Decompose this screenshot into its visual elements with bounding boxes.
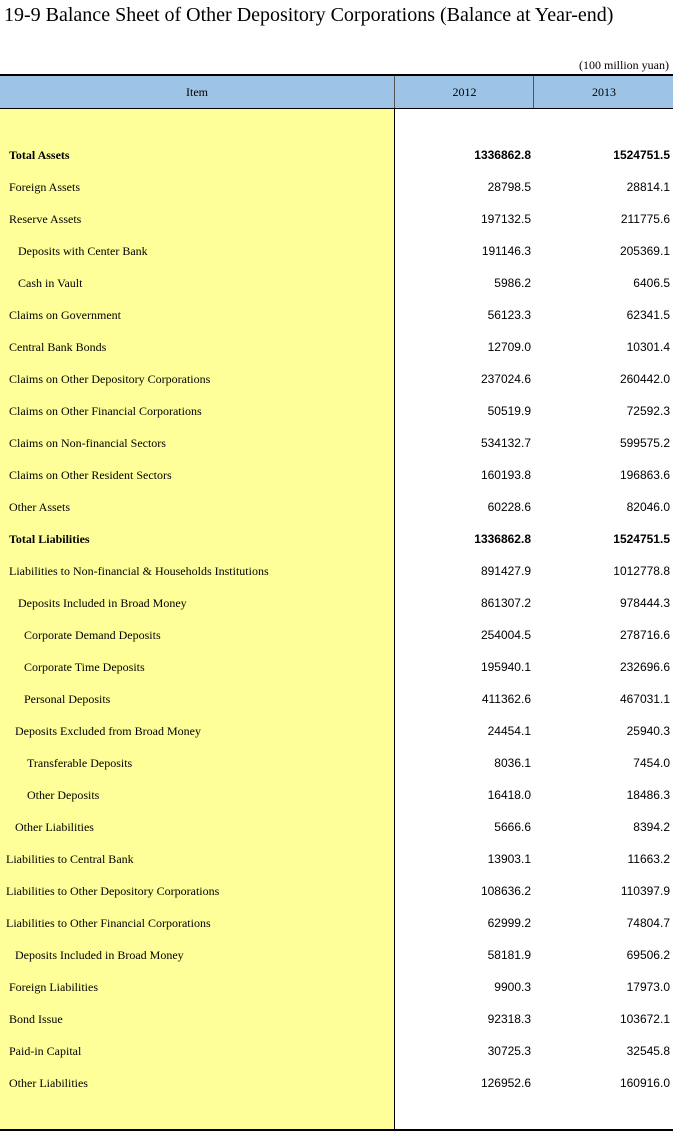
value-2012: 108636.2: [480, 884, 531, 898]
table-header: [0, 76, 673, 109]
table-row: [0, 939, 673, 971]
value-2012: 13903.1: [487, 852, 531, 866]
value-2013: 17973.0: [626, 980, 670, 994]
value-2013: 11663.2: [627, 852, 670, 866]
value-2013: 232696.6: [619, 660, 670, 674]
row-label: Other Assets: [9, 500, 70, 514]
table-row: [0, 523, 673, 555]
value-2012: 24454.1: [487, 724, 531, 738]
value-2012: 58181.9: [487, 948, 531, 962]
row-label: Liabilities to Non-financial & Households Institutions: [9, 564, 269, 578]
value-2013: 82046.0: [626, 500, 670, 514]
value-2012: 50519.9: [487, 404, 531, 418]
value-2013: 74804.7: [626, 916, 670, 930]
value-2013: 599575.2: [619, 436, 670, 450]
value-2012: 891427.9: [480, 564, 531, 578]
row-label: Reserve Assets: [9, 212, 82, 226]
row-label: Deposits with Center Bank: [18, 244, 148, 258]
value-2012: 1336862.8: [474, 532, 531, 546]
value-2013: 7454.0: [633, 756, 670, 770]
value-2012: 8036.1: [494, 756, 531, 770]
value-2013: 62341.5: [626, 308, 670, 322]
value-2012: 16418.0: [487, 788, 531, 802]
table-row: [0, 683, 673, 715]
value-2013: 1524751.5: [613, 532, 670, 546]
table-body: [0, 109, 673, 1129]
table-row: [0, 747, 673, 779]
value-2012: 191146.3: [481, 244, 531, 258]
row-label: Foreign Assets: [9, 180, 81, 194]
row-label: Other Liabilities: [9, 1076, 88, 1090]
row-label: Liabilities to Other Financial Corporations: [6, 916, 211, 930]
value-2012: 28798.5: [487, 180, 531, 194]
table-row: [0, 459, 673, 491]
row-label: Personal Deposits: [24, 692, 111, 706]
table-row: [0, 811, 673, 843]
row-label: Corporate Demand Deposits: [24, 628, 161, 642]
value-2013: 25940.3: [626, 724, 670, 738]
table-row: [0, 587, 673, 619]
value-2012: 30725.3: [487, 1044, 531, 1058]
value-2013: 69506.2: [626, 948, 670, 962]
header-2013: 2013: [533, 76, 673, 108]
value-2012: 195940.1: [480, 660, 531, 674]
value-2013: 196863.6: [619, 468, 670, 482]
value-2013: 103672.1: [619, 1012, 670, 1026]
row-label: Claims on Other Financial Corporations: [9, 404, 202, 418]
table-row: [0, 203, 673, 235]
value-2013: 1012778.8: [613, 564, 670, 578]
value-2012: 197132.5: [480, 212, 531, 226]
table-row: [0, 1003, 673, 1035]
value-2013: 160916.0: [619, 1076, 670, 1090]
table-row: [0, 363, 673, 395]
value-2013: 278716.6: [619, 628, 670, 642]
table-bottom-rule: [0, 1129, 673, 1131]
value-2013: 110397.9: [620, 884, 670, 898]
row-label: Foreign Liabilities: [9, 980, 98, 994]
row-label: Claims on Other Depository Corporations: [9, 372, 211, 386]
table-row: [0, 907, 673, 939]
value-2012: 861307.2: [480, 596, 531, 610]
row-label: Cash in Vault: [18, 276, 83, 290]
header-item: Item: [186, 85, 208, 99]
value-2012: 62999.2: [487, 916, 531, 930]
row-label: Paid-in Capital: [9, 1044, 82, 1058]
value-2012: 5666.6: [494, 820, 531, 834]
table-row: [0, 139, 673, 171]
value-2013: 72592.3: [626, 404, 670, 418]
table-row: [0, 715, 673, 747]
value-2013: 28814.1: [626, 180, 670, 194]
row-label: Deposits Included in Broad Money: [15, 948, 184, 962]
value-2013: 8394.2: [633, 820, 670, 834]
header-2012: 2012: [394, 76, 534, 108]
row-label: Total Liabilities: [9, 532, 90, 546]
value-2012: 12709.0: [487, 340, 531, 354]
table-row: [0, 299, 673, 331]
table-row: [0, 427, 673, 459]
value-2013: 10301.4: [626, 340, 670, 354]
value-2013: 260442.0: [619, 372, 670, 386]
row-label: Deposits Included in Broad Money: [18, 596, 187, 610]
row-label: Other Liabilities: [15, 820, 94, 834]
value-2013: 18486.3: [626, 788, 670, 802]
value-2012: 92318.3: [487, 1012, 531, 1026]
value-2012: 60228.6: [487, 500, 531, 514]
table-row: [0, 971, 673, 1003]
table-row: [0, 235, 673, 267]
row-label: Claims on Government: [9, 308, 121, 322]
row-label: Deposits Excluded from Broad Money: [15, 724, 201, 738]
row-label: Claims on Other Resident Sectors: [9, 468, 172, 482]
value-2013: 205369.1: [619, 244, 670, 258]
table-row: [0, 843, 673, 875]
value-2012: 1336862.8: [474, 148, 531, 162]
value-2012: 126952.6: [480, 1076, 531, 1090]
page-title: 19-9 Balance Sheet of Other Depository Corporations (Balance at Year-end): [4, 4, 614, 26]
value-2012: 9900.3: [494, 980, 531, 994]
row-label: Liabilities to Central Bank: [6, 852, 134, 866]
value-2013: 467031.1: [619, 692, 670, 706]
value-2013: 32545.8: [626, 1044, 670, 1058]
table-row: [0, 331, 673, 363]
table-rows: [0, 139, 673, 1099]
row-label: Central Bank Bonds: [9, 340, 107, 354]
value-2012: 411362.6: [481, 692, 531, 706]
table-row: [0, 171, 673, 203]
table-row: [0, 491, 673, 523]
table-row: [0, 875, 673, 907]
value-2012: 56123.3: [487, 308, 531, 322]
table-row: [0, 619, 673, 651]
value-2013: 978444.3: [619, 596, 670, 610]
table-row: [0, 555, 673, 587]
row-label: Bond Issue: [9, 1012, 63, 1026]
table-row: [0, 267, 673, 299]
value-2012: 534132.7: [480, 436, 531, 450]
balance-sheet-table: [0, 74, 673, 1132]
unit-note: (100 million yuan): [579, 58, 669, 72]
value-2012: 5986.2: [494, 276, 531, 290]
table-row: [0, 651, 673, 683]
row-label: Corporate Time Deposits: [24, 660, 145, 674]
table-row: [0, 1035, 673, 1067]
row-label: Total Assets: [9, 148, 70, 162]
row-label: Liabilities to Other Depository Corporations: [6, 884, 220, 898]
value-2012: 160193.8: [480, 468, 531, 482]
value-2012: 254004.5: [480, 628, 531, 642]
row-label: Other Deposits: [27, 788, 100, 802]
value-2013: 6406.5: [633, 276, 670, 290]
value-2013: 1524751.5: [613, 148, 670, 162]
value-2012: 237024.6: [480, 372, 531, 386]
value-2013: 211775.6: [620, 212, 670, 226]
row-label: Transferable Deposits: [27, 756, 133, 770]
row-label: Claims on Non-financial Sectors: [9, 436, 166, 450]
table-row: [0, 1067, 673, 1099]
table-row: [0, 779, 673, 811]
table-row: [0, 395, 673, 427]
